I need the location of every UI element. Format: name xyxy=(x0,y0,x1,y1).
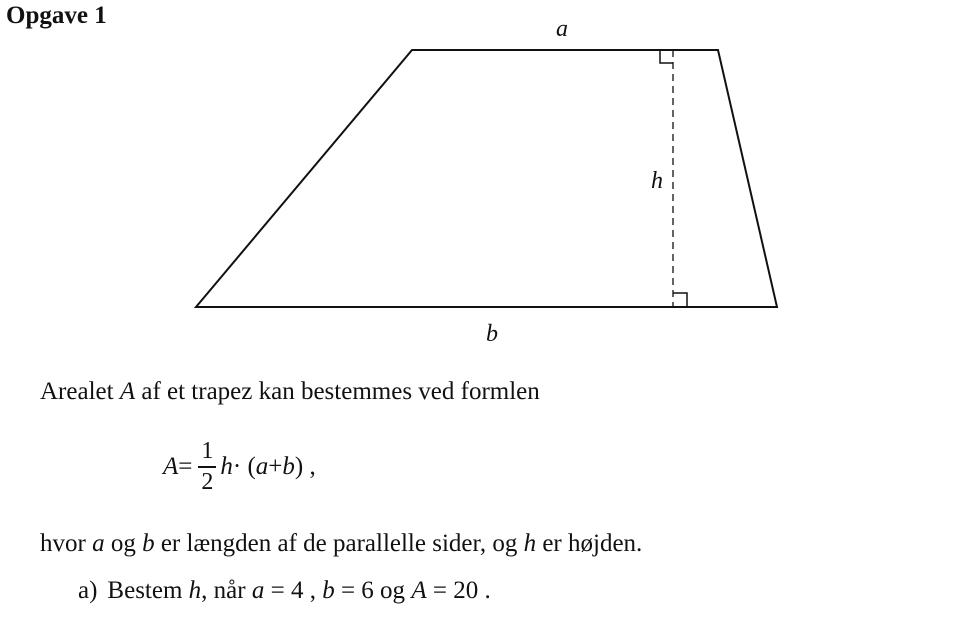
area-formula: A = $\frac{1}{2}$ h · ( a + b ) , xyxy=(163,438,316,495)
exercise-heading: Opgave 1 xyxy=(6,2,107,29)
side-b-label: b xyxy=(486,321,498,347)
task-a: a) Bestem h, når a = 4 , b = 6 og A = 20 . xyxy=(78,577,491,604)
height-h-label: h xyxy=(651,168,663,194)
right-angle-marker-top xyxy=(660,50,673,63)
intro-text: Arealet A af et trapez kan bestemmes ved formlen xyxy=(40,378,540,405)
side-a-label: a xyxy=(556,16,568,42)
description-text: hvor a og b er længden af de parallelle sider, og h er højden. xyxy=(40,530,643,557)
trapezoid-shape xyxy=(196,50,777,307)
fraction-one-half: $\frac{1}{2}$ xyxy=(198,439,216,495)
right-angle-marker-bottom xyxy=(673,293,687,307)
